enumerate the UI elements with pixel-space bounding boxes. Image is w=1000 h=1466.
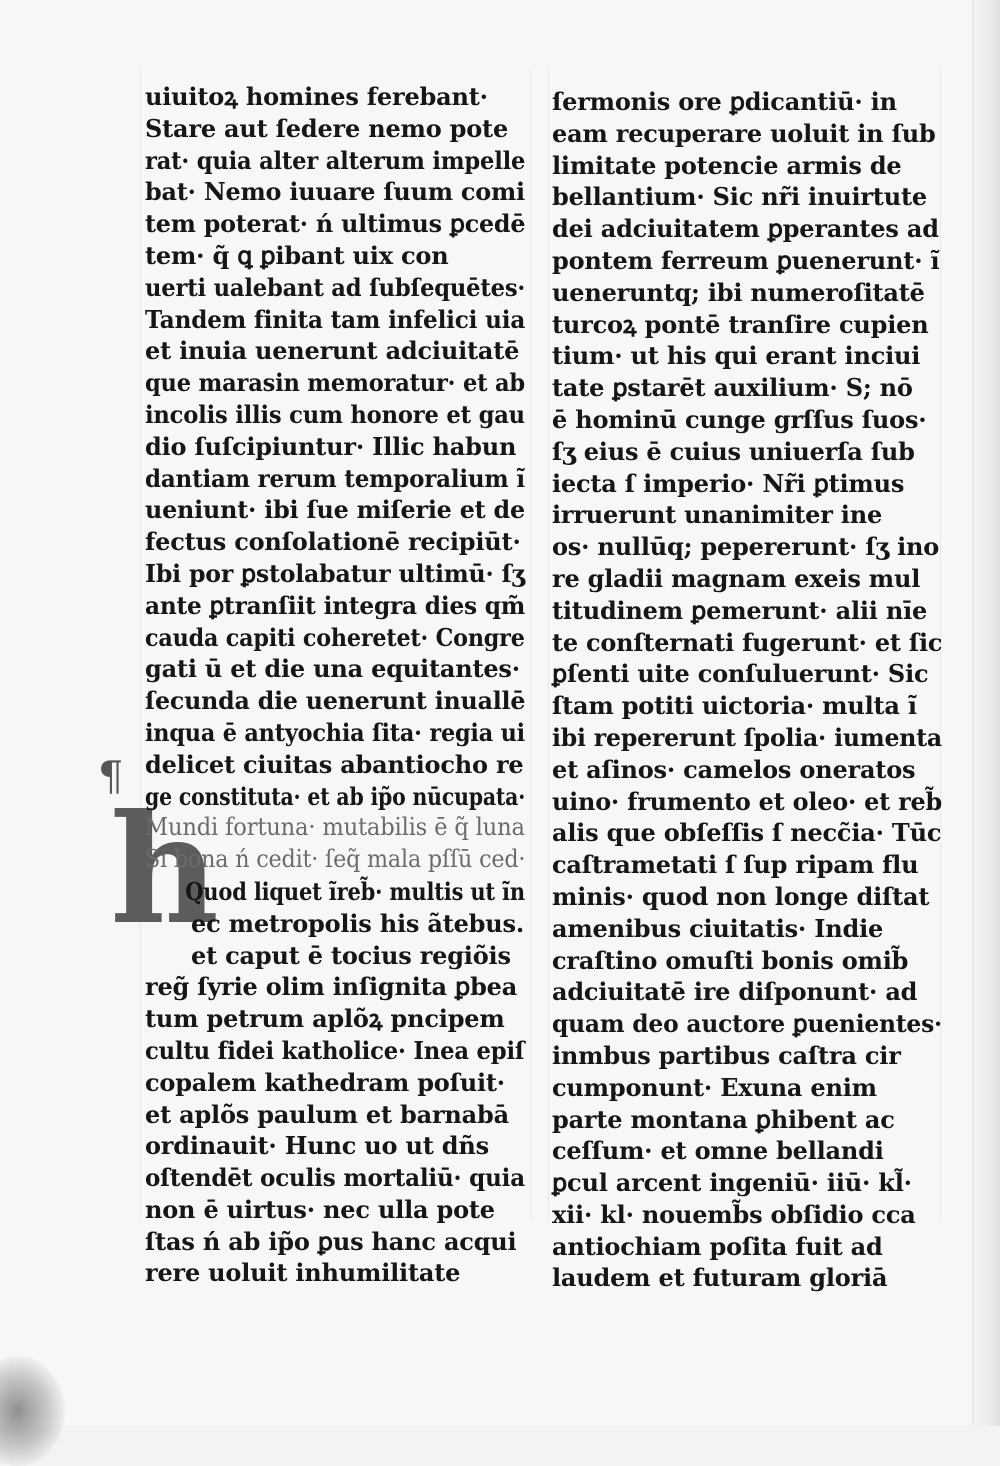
text-line: et aſinos· camelos oneratos <box>552 754 916 784</box>
text-line: irruerunt unanimiter ine <box>552 500 883 530</box>
text-line: laudem et futuram gloriā <box>552 1263 888 1293</box>
text-line: oſtendēt oculis mortaliū· quia <box>145 1163 525 1193</box>
text-line: ſtas ń ab ip̃o ꝑus hanc acqui <box>145 1226 517 1256</box>
text-line: ſecunda die uenerunt inuallē <box>145 686 526 716</box>
text-line: re gladii magnam exeis mul <box>552 563 921 593</box>
text-line: amenibus ciuitatis· Indie <box>552 913 884 943</box>
text-line: tium· ut his qui erant inciui <box>552 341 921 371</box>
text-line: fectus conſolationē recipiūt· <box>145 527 521 557</box>
text-line: cauda capiti coheretet· Congre <box>145 622 525 652</box>
ruling-line <box>548 70 549 1220</box>
text-line: incolis illis cum honore et gau <box>145 399 525 429</box>
text-line: cumponunt· Exuna enim <box>552 1072 877 1102</box>
text-line: et inuia uenerunt adciuitatē <box>145 336 520 366</box>
text-line: parte montana ꝑhibent ac <box>552 1104 895 1134</box>
text-line: bellantium· Sic nr̃i inuirtute <box>552 182 927 212</box>
text-line: rere uoluit inhumilitate <box>145 1258 461 1288</box>
text-line: delicet ciuitas abantiocho re <box>145 749 524 779</box>
thumb-shadow <box>0 1356 65 1466</box>
text-line: Quod liquet ĩreb̃· multis ut ĩn <box>185 876 525 906</box>
text-line: ꝑſenti uite conſuluerunt· Sic <box>552 659 929 689</box>
text-line: os· nullūq; pepererunt· ſʒ ino <box>552 532 940 562</box>
text-line: Mundi fortuna· mutabilis ē q̃ luna <box>145 813 525 842</box>
text-line: gati ū et die una equitantes· <box>145 654 520 684</box>
text-line: ueniunt· ibi ſue miſerie et de <box>145 495 525 525</box>
text-line: cultu fidei katholice· Inea epiſ <box>145 1035 525 1065</box>
text-line: et aplõs paulum et barnabā <box>145 1099 509 1129</box>
text-line: te conſternati fugerunt· et ſic <box>552 627 943 657</box>
text-line: dio ſuſcipiuntur· Illic habun <box>145 431 517 461</box>
text-line: antiochiam poſita fuit ad <box>552 1231 883 1261</box>
text-line: ceſſum· et omne bellandi <box>552 1136 884 1166</box>
text-line: iecta ſ imperio· Nr̃i ꝑtimus <box>552 468 905 498</box>
paragraph-mark: ¶ <box>98 754 124 800</box>
page-edge-shadow <box>970 0 1000 1426</box>
text-line: tem poterat· ń ultimus ꝑcedē <box>145 209 526 239</box>
text-line: ꝑcul arcent ingeniū· iiū· kl̃· <box>552 1168 912 1198</box>
right-text-column <box>552 86 942 1294</box>
text-line: ge constituta· et ab ip̃o nūcupata· <box>145 781 526 811</box>
text-line: bat· Nemo iuuare ſuum comi <box>145 177 525 207</box>
text-line: rat· quia alter alterum impelle <box>145 145 526 175</box>
text-line: inqua ē antyochia ſita· regia ui <box>145 717 525 747</box>
text-line: et caput ē tocius regiõis <box>191 940 511 970</box>
text-line: ſtam potiti uictoria· multa ĩ <box>552 691 917 721</box>
text-line: quam deo auctore ꝑuenientes· <box>552 1009 942 1039</box>
text-line: reg̃ ſyrie olim inſignita ꝑbea <box>145 972 518 1002</box>
text-line: Si bona ń cedit· ſeq̃ mala pſſū ced· <box>145 845 526 874</box>
text-line: turcoꝝ pontē tranſire cupien <box>552 309 929 339</box>
ruling-line <box>530 70 531 1220</box>
ruling-line <box>140 70 141 1220</box>
text-line: ibi repererunt ſpolia· iumenta <box>552 722 943 752</box>
text-line: uiuitoꝝ homines ferebant· <box>145 82 488 111</box>
decorated-initial: h <box>110 782 220 958</box>
text-line: copalem kathedram poſuit· <box>145 1067 505 1097</box>
text-line: pontem ferreum ꝑuenerunt· ĩ <box>552 245 940 275</box>
text-line: titudinem ꝑemerunt· alii nīe <box>552 595 928 625</box>
text-line: que marasin memoratur· et ab <box>145 368 525 398</box>
text-line: ueneruntq; ibi numeroſitatē <box>552 277 925 307</box>
text-line: uerti ualebant ad ſubſequētes· <box>145 272 526 302</box>
text-line: uino· frumento et oleo· et reb̃ <box>552 786 942 816</box>
text-line: tum petrum aplõꝝ pncipem <box>145 1004 505 1034</box>
text-line: alis que obſeſſis ſ necc̃ia· Tūc <box>552 818 942 848</box>
text-line: Ibi por ꝑstolabatur ultimū· ſʒ <box>145 558 525 588</box>
text-line: adciuitatē ire diſponunt· ad <box>552 977 918 1007</box>
text-line: ē hominū cunge grſſus ſuos· <box>552 404 927 434</box>
text-line: minis· quod non longe diſtat <box>552 881 930 911</box>
text-line: eam recuperare uoluit in ſub <box>552 118 936 148</box>
text-line: non ē uirtus· nec ulla pote <box>145 1194 495 1224</box>
text-line: dei adciuitatem ꝑperantes ad <box>552 214 939 244</box>
left-text-column <box>145 81 525 1289</box>
text-line: xii· kl· nouemb̃s obſidio cca <box>552 1199 916 1229</box>
text-line: Tandem finita tam infelici uia <box>145 304 526 334</box>
text-line: craſtino omuſti bonis omib̃ <box>552 945 909 975</box>
text-line: tem· q̃ ꝗ ꝑibant uix con <box>145 240 449 270</box>
text-line: inmbus partibus caſtra cir <box>552 1040 901 1070</box>
text-line: ordinauit· Hunc uo ut dñs <box>145 1131 489 1161</box>
text-line: ſermonis ore ꝑdicantiū· in <box>552 87 897 116</box>
text-line: caſtrametati ſ ſup ripam flu <box>552 850 919 880</box>
text-line: limitate potencie armis de <box>552 150 902 180</box>
text-line: ec metropolis his ãtebus. <box>191 908 524 938</box>
text-line: tate ꝑstarēt auxilium· S; nō <box>552 373 913 403</box>
text-line: ſʒ eius ē cuius uniuerſa ſub <box>552 436 915 466</box>
text-line: dantiam rerum temporalium ĩ <box>145 463 525 493</box>
text-line: Stare aut ſedere nemo pote <box>145 113 509 143</box>
text-line: ante ꝑtranſiit integra dies qm̃ <box>145 590 526 620</box>
